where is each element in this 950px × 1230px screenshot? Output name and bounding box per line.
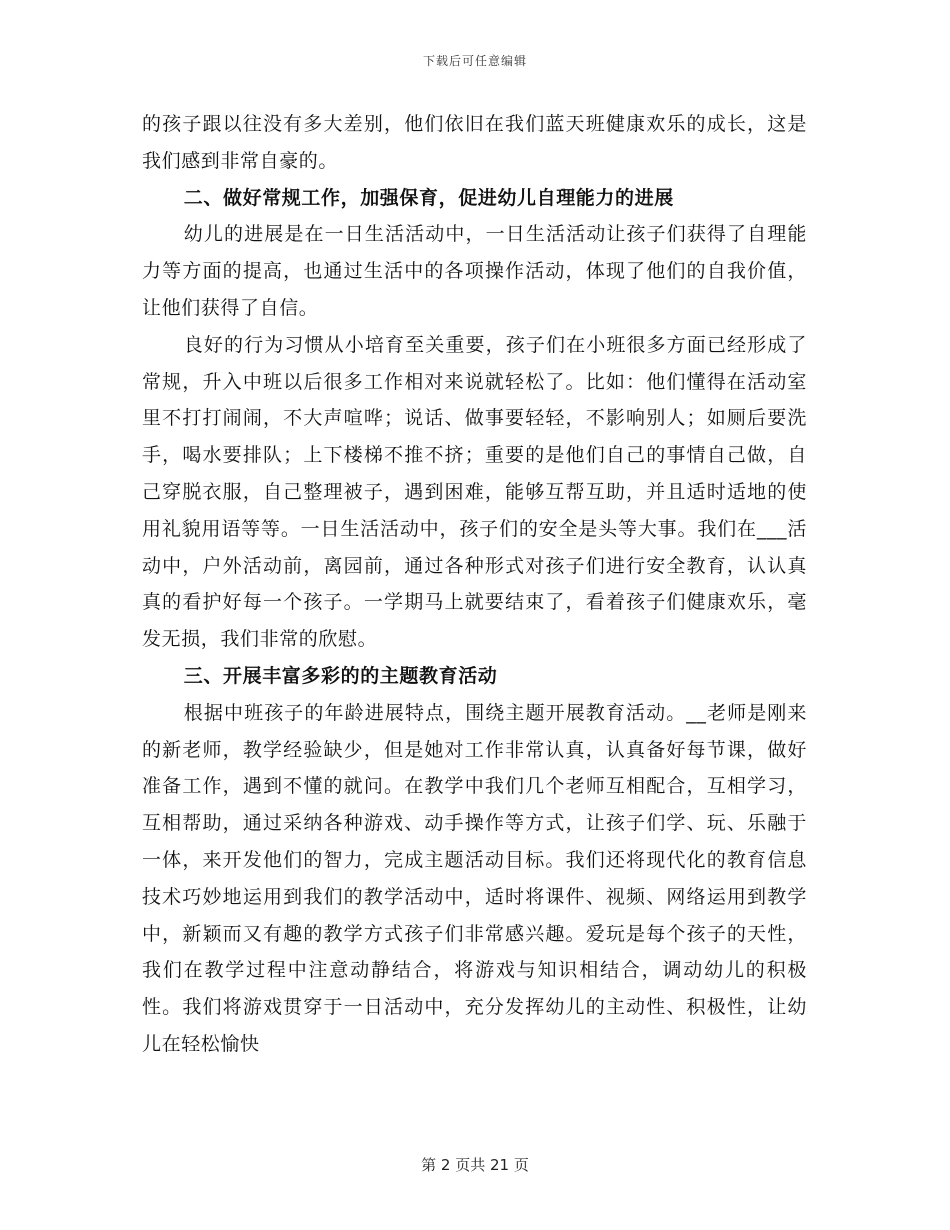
paragraph-continued: 的孩子跟以往没有多大差别，他们依旧在我们蓝天班健康欢乐的成长，这是我们感到非常自豪的。 <box>142 113 807 172</box>
paragraph-self-care: 幼儿的进展是在一日生活活动中，一日生活活动让孩子们获得了自理能力等方面的提高，也通过生活中的各项操作活动，体现了他们的自我价值，让他们获得了自信。 <box>142 223 807 319</box>
page-footer: 第 2 页共 21 页 <box>421 1156 529 1174</box>
paragraph-habits: 良好的行为习惯从小培育至关重要，孩子们在小班很多方面已经形成了常规，升入中班以后很多工作相对来说就轻松了。比如：他们懂得在活动室里不打打闹闹，不大声喧哗；说话、做事要轻轻，不影响别人；如厕后要洗手，喝水要排队；上下楼梯不推不挤；重要的是他们自己的事情自己做，自己穿脱衣服，自己整理被子，遇到困难，能够互帮互助，并且适时适地的使用礼貌用语等等。一日生活活动中，孩子们的安全是头等大事。我们在___活动中，户外活动前，离园前，通过各种形式对孩子们进行安全教育，认认真真的看护好每一个孩子。一学期马上就要结束了，看着孩子们健康欢乐，毫发无损，我们非常的欣慰。 <box>142 333 807 651</box>
document-body <box>142 106 807 1063</box>
page-header: 下载后可任意编辑 <box>422 54 527 68</box>
section-heading-2: 二、做好常规工作，加强保育，促进幼儿自理能力的进展 <box>183 186 674 209</box>
section-heading-3: 三、开展丰富多彩的的主题教育活动 <box>183 664 498 687</box>
paragraph-teaching: 根据中班孩子的年龄进展特点，围绕主题开展教育活动。__老师是刚来的新老师，教学经验缺少，但是她对工作非常认真，认真备好每节课，做好准备工作，遇到不懂的就问。在教学中我们几个老师互相配合，互相学习，互相帮助，通过采纳各种游戏、动手操作等方式，让孩子们学、玩、乐融于一体，来开发他们的智力，完成主题活动目标。我们还将现代化的教育信息技术巧妙地运用到我们的教学活动中，适时将课件、视频、网络运用到教学中，新颖而又有趣的教学方式孩子们非常感兴趣。爱玩是每个孩子的天性，我们在教学过程中注意动静结合，将游戏与知识相结合，调动幼儿的积极性。我们将游戏贯穿于一日活动中，充分发挥幼儿的主动性、积极性，让幼儿在轻松愉快 <box>142 701 807 1055</box>
